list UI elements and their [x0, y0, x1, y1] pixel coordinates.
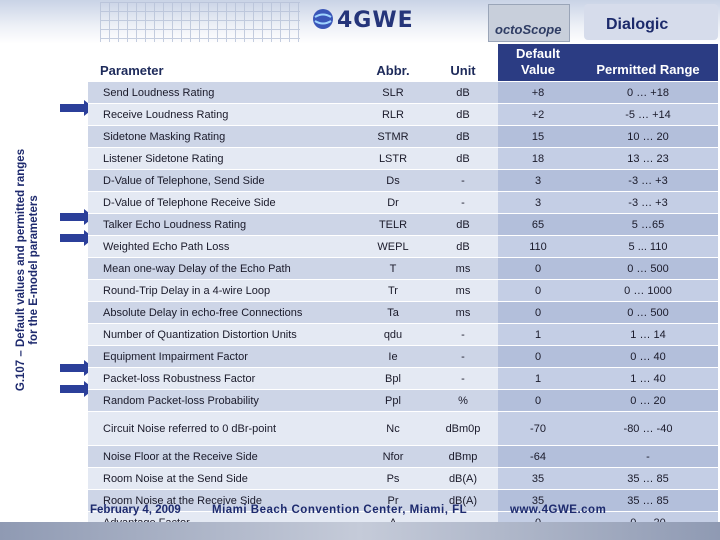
- table-row: [88, 104, 718, 126]
- param-cell: Absolute Delay in echo-free Connections: [88, 302, 358, 324]
- param-cell: Talker Echo Loudness Rating: [88, 214, 358, 236]
- permitted-range-cell: 5 …65: [578, 214, 718, 236]
- abbr-cell: Ta: [358, 302, 428, 324]
- abbr-cell: Nfor: [358, 446, 428, 468]
- footer-website: www.4GWE.com: [510, 504, 607, 516]
- table-row: [88, 468, 718, 490]
- footer: [0, 502, 720, 522]
- table-row: [88, 82, 718, 104]
- default-value-cell: 3: [498, 192, 578, 214]
- abbr-cell: Ppl: [358, 390, 428, 412]
- default-value-cell: 0: [498, 302, 578, 324]
- abbr-cell: LSTR: [358, 148, 428, 170]
- octoscope-logo-text: octoScope: [495, 22, 562, 37]
- abbr-cell: Dr: [358, 192, 428, 214]
- param-cell: D-Value of Telephone Receive Side: [88, 192, 358, 214]
- abbr-cell: WEPL: [358, 236, 428, 258]
- param-cell: Noise Floor at the Receive Side: [88, 446, 358, 468]
- table-row: [88, 148, 718, 170]
- abbr-cell: Nc: [358, 412, 428, 446]
- table-row: [88, 258, 718, 280]
- default-value-cell: 18: [498, 148, 578, 170]
- unit-cell: dB: [428, 104, 498, 126]
- param-cell: Receive Loudness Rating: [88, 104, 358, 126]
- abbr-cell: qdu: [358, 324, 428, 346]
- unit-cell: dB: [428, 148, 498, 170]
- permitted-range-cell: -5 … +14: [578, 104, 718, 126]
- unit-cell: ms: [428, 302, 498, 324]
- abbr-cell: Ie: [358, 346, 428, 368]
- table-row: [88, 170, 718, 192]
- abbr-cell: Ps: [358, 468, 428, 490]
- table-row: [88, 280, 718, 302]
- table-row: [88, 412, 718, 446]
- 4gwe-logo-text: 4GWE: [337, 8, 414, 33]
- param-cell: Random Packet-loss Probability: [88, 390, 358, 412]
- default-value-cell: 110: [498, 236, 578, 258]
- default-value-cell: 65: [498, 214, 578, 236]
- permitted-range-cell: 0 … 20: [578, 390, 718, 412]
- param-cell: Weighted Echo Path Loss: [88, 236, 358, 258]
- default-value-cell: 35: [498, 490, 578, 512]
- unit-cell: dB: [428, 82, 498, 104]
- table-row: [88, 346, 718, 368]
- param-cell: Sidetone Masking Rating: [88, 126, 358, 148]
- 4gwe-globe-icon: [312, 8, 334, 30]
- dialogic-logo-text: Dialogic: [606, 16, 669, 33]
- unit-cell: -: [428, 346, 498, 368]
- permitted-range-cell: 1 … 14: [578, 324, 718, 346]
- unit-cell: dB: [428, 214, 498, 236]
- param-cell: Equipment Impairment Factor: [88, 346, 358, 368]
- octoscope-logo: [488, 4, 570, 42]
- emodel-parameter-table: [88, 44, 718, 533]
- unit-cell: -: [428, 368, 498, 390]
- table-row: [88, 368, 718, 390]
- permitted-range-cell: 35 … 85: [578, 468, 718, 490]
- permitted-range-cell: 10 … 20: [578, 126, 718, 148]
- unit-cell: dBm0p: [428, 412, 498, 446]
- header-parameter: Parameter: [100, 63, 164, 78]
- default-value-cell: +2: [498, 104, 578, 126]
- default-value-cell: 0: [498, 390, 578, 412]
- 4gwe-logo: [312, 8, 414, 38]
- permitted-range-cell: 5 ... 110: [578, 236, 718, 258]
- table-row: [88, 214, 718, 236]
- table-row: [88, 324, 718, 346]
- param-cell: Room Noise at the Send Side: [88, 468, 358, 490]
- header-default-value: Default Value: [498, 44, 578, 82]
- unit-cell: %: [428, 390, 498, 412]
- unit-cell: dB: [428, 236, 498, 258]
- default-value-cell: 1: [498, 368, 578, 390]
- permitted-range-cell: -3 … +3: [578, 170, 718, 192]
- table-row: [88, 126, 718, 148]
- abbr-cell: SLR: [358, 82, 428, 104]
- unit-cell: dB(A): [428, 490, 498, 512]
- permitted-range-cell: 1 … 40: [578, 368, 718, 390]
- param-cell: Listener Sidetone Rating: [88, 148, 358, 170]
- abbr-cell: Tr: [358, 280, 428, 302]
- table-row: [88, 390, 718, 412]
- table-header-row: [88, 44, 718, 82]
- banner-grid-pattern: [100, 2, 300, 42]
- abbr-cell: Bpl: [358, 368, 428, 390]
- param-cell: Mean one-way Delay of the Echo Path: [88, 258, 358, 280]
- default-value-cell: 1: [498, 324, 578, 346]
- param-cell: Send Loudness Rating: [88, 82, 358, 104]
- default-value-cell: -64: [498, 446, 578, 468]
- table-body: [88, 82, 718, 534]
- footer-date: February 4, 2009: [90, 504, 181, 516]
- default-value-cell: 0: [498, 346, 578, 368]
- abbr-cell: STMR: [358, 126, 428, 148]
- permitted-range-cell: 35 … 85: [578, 490, 718, 512]
- unit-cell: -: [428, 170, 498, 192]
- table-row: [88, 236, 718, 258]
- bottom-band: [0, 522, 720, 540]
- permitted-range-cell: -80 … -40: [578, 412, 718, 446]
- param-cell: Round-Trip Delay in a 4-wire Loop: [88, 280, 358, 302]
- unit-cell: dB(A): [428, 468, 498, 490]
- permitted-range-cell: 0 … 500: [578, 302, 718, 324]
- abbr-cell: RLR: [358, 104, 428, 126]
- header-abbr: Abbr.: [376, 63, 410, 78]
- permitted-range-cell: -: [578, 446, 718, 468]
- permitted-range-cell: 0 … +18: [578, 82, 718, 104]
- side-caption: G.107 – Default values and permitted ranges for the E-model parameters: [15, 148, 40, 392]
- permitted-range-cell: -3 … +3: [578, 192, 718, 214]
- default-value-cell: 35: [498, 468, 578, 490]
- param-cell: Packet-loss Robustness Factor: [88, 368, 358, 390]
- param-cell: Number of Quantization Distortion Units: [88, 324, 358, 346]
- footer-venue: Miami Beach Convention Center, Miami, FL: [212, 504, 468, 516]
- permitted-range-cell: 13 … 23: [578, 148, 718, 170]
- unit-cell: ms: [428, 258, 498, 280]
- unit-cell: dB: [428, 126, 498, 148]
- param-cell: Room Noise at the Receive Side: [88, 490, 358, 512]
- abbr-cell: Pr: [358, 490, 428, 512]
- default-value-cell: 0: [498, 280, 578, 302]
- top-banner: [0, 0, 720, 44]
- param-cell: D-Value of Telephone, Send Side: [88, 170, 358, 192]
- table-row: [88, 192, 718, 214]
- table-row: [88, 446, 718, 468]
- abbr-cell: TELR: [358, 214, 428, 236]
- default-value-cell: 0: [498, 258, 578, 280]
- header-unit: Unit: [450, 63, 476, 78]
- default-value-cell: +8: [498, 82, 578, 104]
- permitted-range-cell: 0 … 40: [578, 346, 718, 368]
- header-permitted-range: Permitted Range: [578, 44, 718, 82]
- default-value-cell: 3: [498, 170, 578, 192]
- default-value-cell: -70: [498, 412, 578, 446]
- param-cell: Circuit Noise referred to 0 dBr-point: [88, 412, 358, 446]
- unit-cell: ms: [428, 280, 498, 302]
- unit-cell: dBmp: [428, 446, 498, 468]
- unit-cell: -: [428, 192, 498, 214]
- abbr-cell: Ds: [358, 170, 428, 192]
- permitted-range-cell: 0 … 1000: [578, 280, 718, 302]
- permitted-range-cell: 0 … 500: [578, 258, 718, 280]
- table-row: [88, 302, 718, 324]
- unit-cell: -: [428, 324, 498, 346]
- dialogic-logo: [584, 4, 718, 40]
- default-value-cell: 15: [498, 126, 578, 148]
- abbr-cell: T: [358, 258, 428, 280]
